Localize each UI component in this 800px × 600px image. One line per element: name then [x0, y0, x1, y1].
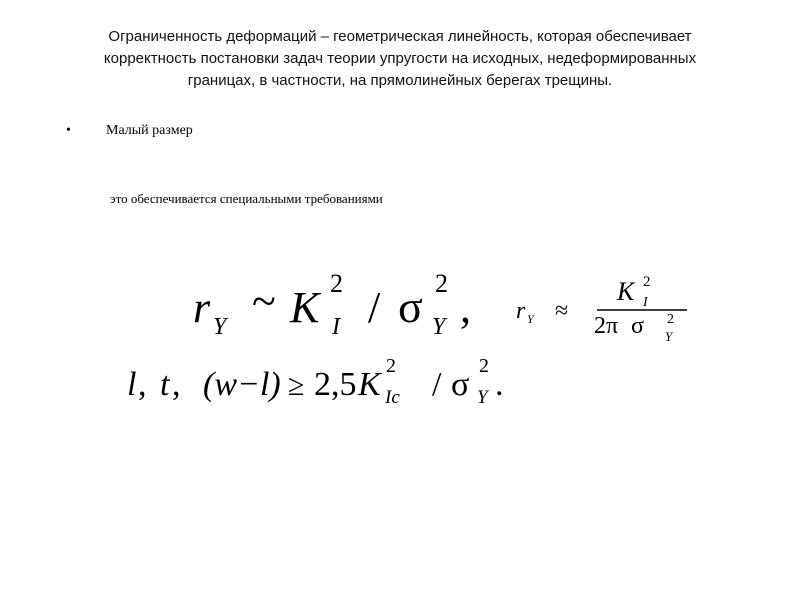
bullet-marker: • [66, 123, 71, 138]
f3-comma-2: , [172, 366, 181, 403]
f1-sigma-sup: 2 [435, 269, 448, 298]
f2-r-sub: Y [527, 312, 534, 326]
formula-plastic-zone-estimate [516, 274, 687, 344]
f2-den-two-pi: 2π [594, 313, 619, 339]
f3-period: . [495, 366, 504, 403]
f3-K-sup: 2 [386, 355, 396, 377]
f3-coef: 2,5 [314, 366, 357, 403]
f1-K: K [290, 283, 320, 332]
f2-num-sup: 2 [643, 274, 651, 290]
f1-comma: , [460, 283, 471, 332]
f2-num-sub: I [643, 295, 648, 310]
f1-r: r [193, 283, 211, 332]
title-line-2: корректность постановки задач теории упругости на исходных, недеформированных [103, 50, 697, 67]
f2-approx: ≈ [555, 298, 569, 324]
f1-sigma: σ [398, 281, 423, 332]
f3-l: l [127, 366, 137, 403]
f3-slash: / [432, 366, 442, 403]
title-line-3: границах, в частности, на прямолинейных берегах трещины. [187, 72, 613, 89]
f3-K: K [358, 366, 381, 403]
f1-K-sub: I [332, 314, 340, 340]
f3-paren-expr: (w−l) [203, 366, 281, 403]
f3-sigma-sub: Y [477, 387, 488, 408]
formula-plastic-zone-size [193, 269, 471, 340]
requirements-note: это обеспечивается специальными требованиями [110, 191, 383, 206]
f3-K-sub: Ic [385, 387, 400, 408]
f1-tilde: ~ [252, 277, 276, 326]
f2-den-sup: 2 [667, 312, 674, 327]
f2-num-K: K [617, 277, 635, 306]
f3-sigma-sup: 2 [479, 355, 489, 377]
formula-size-requirements [127, 355, 504, 408]
f1-slash: / [368, 283, 381, 332]
f3-comma-1: , [138, 366, 147, 403]
bullet-text: Малый размер [106, 123, 193, 138]
title-line-1: Ограниченность деформаций – геометрическая линейность, которая обеспечивает [108, 28, 692, 45]
f2-den-sigma: σ [631, 313, 644, 339]
f1-r-sub: Y [213, 314, 227, 340]
f1-sigma-sub: Y [432, 314, 446, 340]
f1-K-sup: 2 [330, 269, 343, 298]
f3-t: t [160, 366, 170, 403]
f2-r: r [516, 298, 526, 324]
f2-den-sub: Y [665, 329, 673, 344]
f3-sigma: σ [451, 366, 470, 403]
f3-ge: ≥ [288, 369, 305, 402]
